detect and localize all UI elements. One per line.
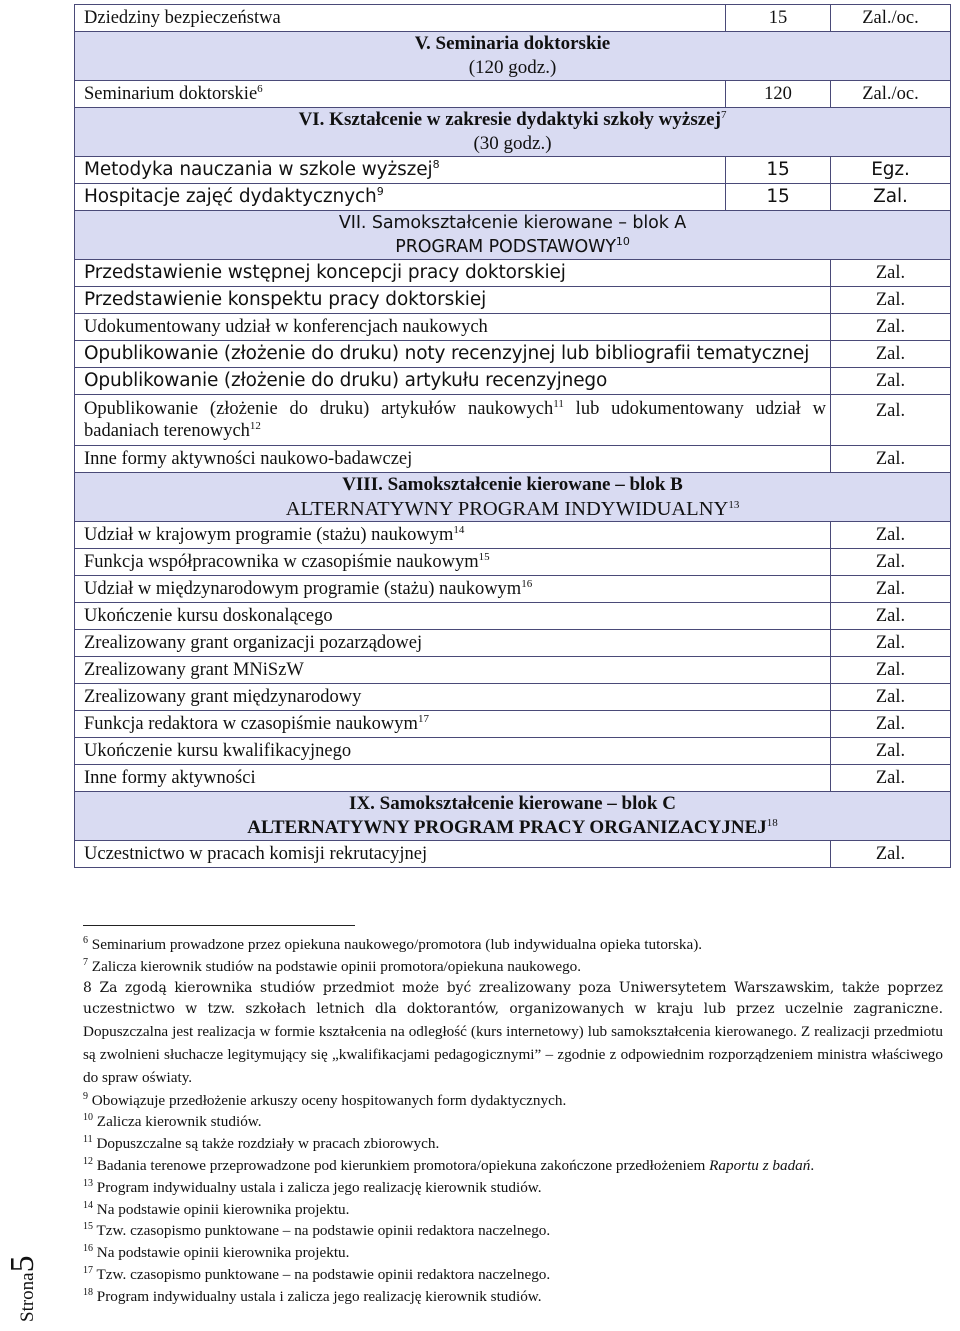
table-row xyxy=(75,5,951,32)
course-hours: 15 xyxy=(726,184,831,211)
course-form: Zal. xyxy=(831,522,951,549)
table-row xyxy=(75,157,951,184)
course-hours: 15 xyxy=(726,157,831,184)
table-row xyxy=(75,368,951,395)
table-row xyxy=(75,260,951,287)
course-name: Inne formy aktywności xyxy=(75,765,831,792)
table-row xyxy=(75,341,951,368)
table-row xyxy=(75,576,951,603)
footnote-separator xyxy=(83,925,355,926)
course-name: Metodyka nauczania w szkole wyższej$^8$ xyxy=(75,157,726,184)
table-row xyxy=(75,841,951,868)
course-form: Zal. xyxy=(831,630,951,657)
page-label: Strona xyxy=(17,1272,38,1322)
course-form: Zal. xyxy=(831,314,951,341)
section-header-vii xyxy=(75,211,951,260)
course-form: Zal. xyxy=(831,446,951,473)
course-name: Opublikowanie (złożenie do druku) artykułów naukowych$^{11}$ lub udokumentowany udział w badaniach terenowych$^{12}$ xyxy=(75,395,831,446)
table-row xyxy=(75,81,951,108)
section-subtitle: PROGRAM PODSTAWOWY$^{10}$ xyxy=(395,235,630,257)
course-form: Zal. xyxy=(831,711,951,738)
section-header-ix xyxy=(75,792,951,841)
course-name: Udokumentowany udział w konferencjach naukowych xyxy=(75,314,831,341)
course-form: Zal. xyxy=(831,184,951,211)
course-form: Zal. xyxy=(831,765,951,792)
course-name: Ukończenie kursu doskonalącego xyxy=(75,603,831,630)
course-name: Uczestnictwo w pracach komisji rekrutacyjnej xyxy=(75,841,831,868)
course-form: Zal./oc. xyxy=(831,81,951,108)
footnote-6: $^6$ Seminarium prowadzone przez opiekuna naukowego/promotora (lub indywidualna opieka tutorska). xyxy=(83,935,703,953)
course-name: Ukończenie kursu kwalifikacyjnego xyxy=(75,738,831,765)
footnote-12: $^{12}$ Badania terenowe przeprowadzone pod kierunkiem promotora/opiekuna zakończone przedłożeniem Raportu z badań. xyxy=(83,1155,815,1174)
footnote-15: $^{15}$ Tzw. czasopismo punktowane – na podstawie opinii redaktora naczelnego. xyxy=(83,1221,551,1240)
table-row xyxy=(75,684,951,711)
table-row xyxy=(75,711,951,738)
table-row xyxy=(75,287,951,314)
table-row xyxy=(75,657,951,684)
course-form: Zal. xyxy=(831,368,951,395)
table-row xyxy=(75,395,951,446)
table-row xyxy=(75,549,951,576)
section-subtitle: (120 godz.) xyxy=(468,57,557,78)
course-name: Dziedziny bezpieczeństwa xyxy=(75,5,726,32)
course-name: Udział w międzynarodowym programie (stażu) naukowym$^{16}$ xyxy=(75,576,831,603)
footnote-16: $^{16}$ Na podstawie opinii kierownika projektu. xyxy=(83,1243,350,1262)
table-row xyxy=(75,630,951,657)
section-header-vi xyxy=(75,108,951,157)
section-header-viii xyxy=(75,473,951,522)
footnote-11: $^{11}$ Dopuszczalne są także rozdziały w pracach zbiorowych. xyxy=(83,1134,440,1153)
page-number-label xyxy=(4,1255,42,1322)
footnote-7: $^7$ Zalicza kierownik studiów na podstawie opinii promotora/opiekuna naukowego. xyxy=(83,956,582,975)
footnote-14: $^{14}$ Na podstawie opinii kierownika projektu. xyxy=(83,1199,350,1218)
course-form: Zal. xyxy=(831,549,951,576)
curriculum-table xyxy=(74,4,951,868)
table-row xyxy=(75,765,951,792)
course-hours: 120 xyxy=(726,81,831,108)
section-title: VII. Samokształcenie kierowane – blok A xyxy=(338,213,687,233)
section-subtitle: ALTERNATYWNY PROGRAM INDYWIDUALNY$^{13}$ xyxy=(285,498,740,520)
course-name: Zrealizowany grant międzynarodowy xyxy=(75,684,831,711)
course-form: Zal. xyxy=(831,287,951,314)
table-row xyxy=(75,184,951,211)
course-name: Zrealizowany grant organizacji pozarządowej xyxy=(75,630,831,657)
course-form: Zal. xyxy=(831,576,951,603)
course-form: Zal. xyxy=(831,738,951,765)
course-name: Hospitacje zajęć dydaktycznych$^9$ xyxy=(75,184,726,211)
course-name: Seminarium doktorskie$^6$ xyxy=(75,81,726,108)
section-title: IX. Samokształcenie kierowane – blok C xyxy=(349,793,676,814)
footnote-8: 8 Za zgodą kierownika studiów przedmiot może być zrealizowany poza Uniwersytetem Warszawskim, także poprzez uczestnictwo w tzw. szkołach letnich dla doktorantów, organizowanych w kraju lub przez uczelnie zagraniczne. Dopuszczalna jest realizacja w formie kształcenia na odległość (kurs internetowy) lub samokształcenia kierowanego. Z realizacji przedmiotu są zwolnieni słuchacze legitymujący się „kwalifikacjami pedagogicznymi” – zgodnie z odpowiednim rozporządzeniem ministra właściwego do spraw oświaty. xyxy=(83,979,943,1086)
footnote-10: $^{10}$ Zalicza kierownik studiów. xyxy=(83,1112,262,1131)
course-name: Opublikowanie (złożenie do druku) artykułu recenzyjnego xyxy=(75,368,831,395)
course-name: Przedstawienie wstępnej koncepcji pracy doktorskiej xyxy=(75,260,831,287)
course-name: Funkcja redaktora w czasopiśmie naukowym$^{17}$ xyxy=(75,711,831,738)
course-name: Przedstawienie konspektu pracy doktorskiej xyxy=(75,287,831,314)
course-form: Zal./oc. xyxy=(831,5,951,32)
course-form: Zal. xyxy=(831,657,951,684)
footnote-18: $^{18}$ Program indywidualny ustala i zalicza jego realizację kierownik studiów. xyxy=(83,1286,542,1305)
course-name: Zrealizowany grant MNiSzW xyxy=(75,657,831,684)
course-form: Zal. xyxy=(831,603,951,630)
course-name: Funkcja współpracownika w czasopiśmie naukowym$^{15}$ xyxy=(75,549,831,576)
course-form: Zal. xyxy=(831,395,951,446)
table-row xyxy=(75,314,951,341)
section-title: VI. Kształcenie w zakresie dydaktyki szkoły wyższej$^7$ xyxy=(298,109,727,130)
table-row xyxy=(75,522,951,549)
page-number: 5 xyxy=(4,1255,41,1273)
section-subtitle: (30 godz.) xyxy=(473,133,552,154)
course-form: Zal. xyxy=(831,341,951,368)
section-title: VIII. Samokształcenie kierowane – blok B xyxy=(342,474,683,495)
course-form: Zal. xyxy=(831,684,951,711)
course-form: Zal. xyxy=(831,841,951,868)
section-header-v xyxy=(75,32,951,81)
footnotes xyxy=(83,934,943,1308)
table-row xyxy=(75,603,951,630)
course-name: Opublikowanie (złożenie do druku) noty recenzyjnej lub bibliografii tematycznej xyxy=(75,341,831,368)
section-title: V. Seminaria doktorskie xyxy=(414,33,611,54)
course-hours: 15 xyxy=(726,5,831,32)
footnote-13: $^{13}$ Program indywidualny ustala i zalicza jego realizację kierownik studiów. xyxy=(83,1177,542,1196)
table-row xyxy=(75,446,951,473)
section-subtitle: ALTERNATYWNY PROGRAM PRACY ORGANIZACYJNEJ$^{18}$ xyxy=(247,817,778,838)
course-name: Udział w krajowym programie (stażu) naukowym$^{14}$ xyxy=(75,522,831,549)
footnote-17: $^{17}$ Tzw. czasopismo punktowane – na podstawie opinii redaktora naczelnego. xyxy=(83,1264,551,1283)
table-row xyxy=(75,738,951,765)
footnote-9: $^9$ Obowiązuje przedłożenie arkuszy oceny hospitowanych form dydaktycznych. xyxy=(83,1090,567,1109)
course-name: Inne formy aktywności naukowo-badawczej xyxy=(75,446,831,473)
course-form: Zal. xyxy=(831,260,951,287)
course-form: Egz. xyxy=(831,157,951,184)
